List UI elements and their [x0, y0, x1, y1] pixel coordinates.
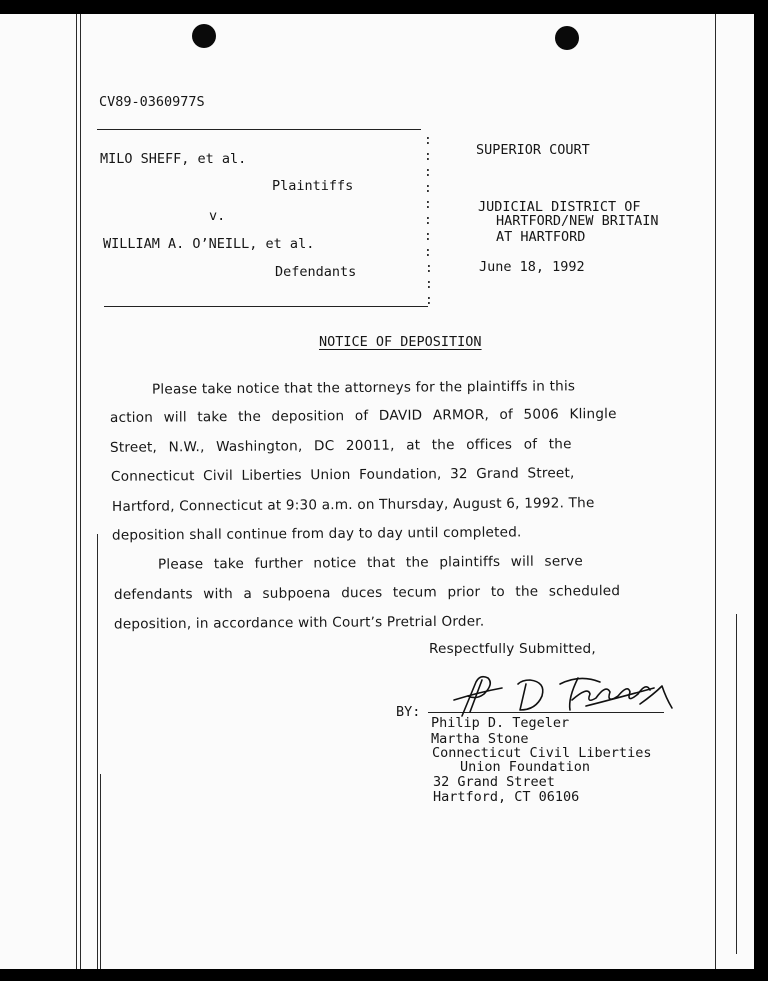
caption-colon: :: [424, 197, 432, 212]
margin-rule-left-mid: [97, 534, 98, 969]
punch-hole-right: [555, 26, 579, 50]
city-address: Hartford, CT 06106: [433, 789, 580, 805]
punch-hole-left: [192, 24, 216, 48]
org-line-2: Union Foundation: [460, 759, 591, 775]
street-address: 32 Grand Street: [433, 774, 555, 790]
paragraph-2-line: defendants with a subpoena duces tecum prior to the scheduled: [113, 583, 621, 603]
document-page: [0, 14, 754, 969]
attorney-2: Martha Stone: [431, 731, 529, 747]
paragraph-1-line: action will take the deposition of DAVID ARMOR, of 5006 Klingle: [109, 406, 617, 426]
plaintiff-role: Plaintiffs: [272, 178, 354, 194]
caption-colon: :: [425, 293, 433, 308]
margin-rule-left-mid2: [100, 774, 101, 969]
defendant-role: Defendants: [275, 264, 357, 280]
caption-colon: :: [424, 165, 432, 180]
paragraph-1-line: Connecticut Civil Liberties Union Foundation, 32 Grand Street,: [110, 465, 575, 485]
notice-title: NOTICE OF DEPOSITION: [319, 334, 482, 350]
paragraph-1-line: Hartford, Connecticut at 9:30 a.m. on Thursday, August 6, 1992. The: [111, 495, 595, 515]
margin-rule-left-outer: [76, 14, 77, 969]
court-district-line1: JUDICIAL DISTRICT OF: [478, 199, 641, 215]
document-date: June 18, 1992: [479, 259, 585, 275]
versus: v.: [209, 208, 226, 224]
paragraph-1-line: deposition shall continue from day to day until completed.: [111, 524, 522, 544]
caption-colon: :: [424, 245, 432, 260]
caption-colon: :: [424, 133, 432, 148]
org-line-1: Connecticut Civil Liberties: [432, 745, 652, 761]
margin-rule-right: [715, 14, 716, 969]
caption-colon: :: [424, 181, 432, 196]
court-district-line3: AT HARTFORD: [496, 229, 586, 245]
caption-colon: :: [425, 261, 433, 276]
paragraph-1-line: Please take notice that the attorneys for the plaintiffs in this: [151, 378, 576, 398]
court-name: SUPERIOR COURT: [476, 142, 590, 158]
by-label: BY:: [396, 704, 421, 720]
court-district-line2: HARTFORD/NEW BRITAIN: [496, 213, 659, 229]
caption-colon: :: [425, 277, 433, 292]
plaintiff-name: MILO SHEFF, et al.: [100, 151, 247, 167]
margin-rule-left-inner: [80, 14, 81, 969]
paragraph-2-line: Please take further notice that the plaintiffs will serve: [157, 553, 584, 573]
case-number: CV89-0360977S: [99, 94, 205, 110]
caption-top-rule: [97, 129, 421, 130]
caption-colon: :: [424, 229, 432, 244]
closing: Respectfully Submitted,: [429, 641, 596, 657]
caption-bottom-rule: [104, 306, 428, 307]
paragraph-1-line: Street, N.W., Washington, DC 20011, at the offices of the: [109, 436, 572, 456]
defendant-name: WILLIAM A. O’NEILL, et al.: [103, 236, 315, 252]
attorney-1: Philip D. Tegeler: [431, 715, 570, 731]
margin-rule-right-lower: [736, 614, 737, 954]
caption-colon: :: [424, 149, 432, 164]
paragraph-2-line: deposition, in accordance with Court’s Pretrial Order.: [113, 613, 485, 633]
caption-colon: :: [424, 213, 432, 228]
